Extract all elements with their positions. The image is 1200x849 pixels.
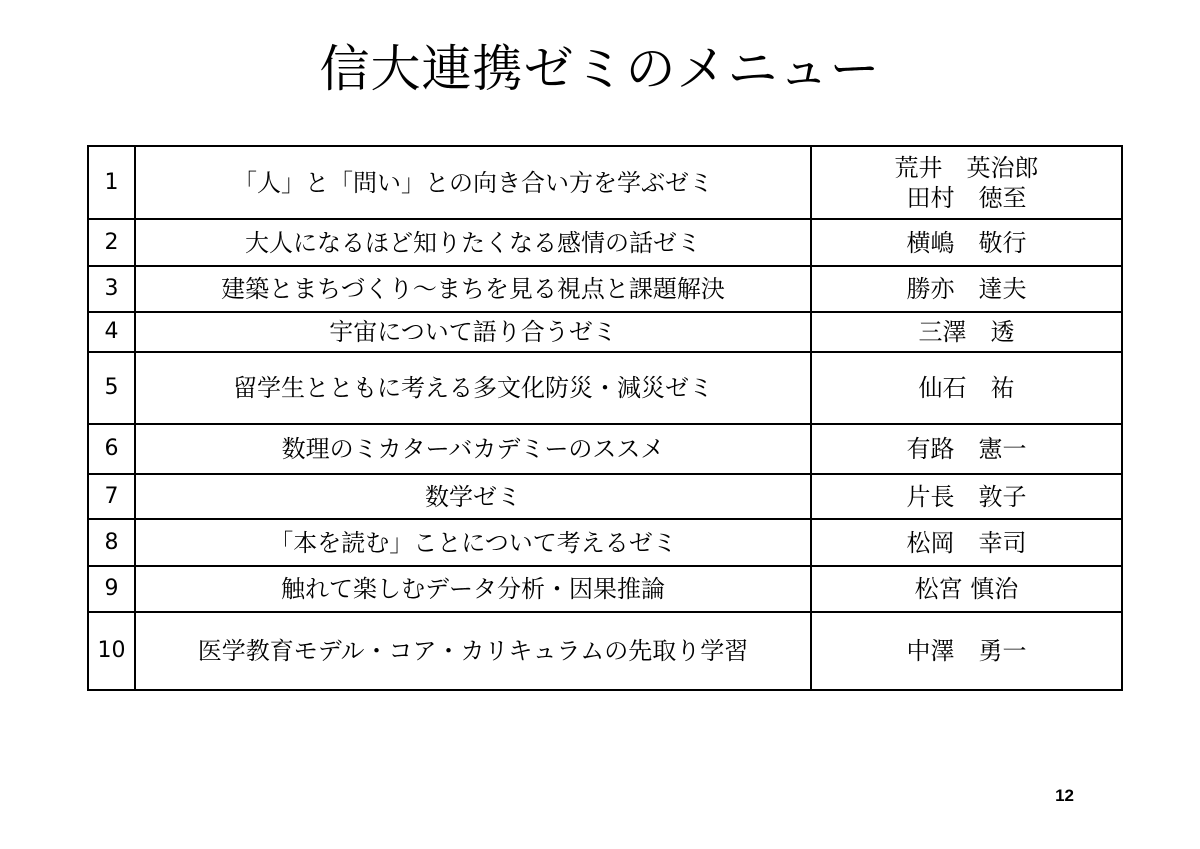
seminar-title: 建築とまちづくり～まちを見る視点と課題解決 [135,266,811,312]
table-row [88,146,1122,219]
lecturer-name: 片長 敦子 [906,482,1027,511]
row-number: 1 [88,146,135,219]
lecturer-cell [811,219,1122,266]
row-number: 8 [88,519,135,566]
lecturer-cell [811,146,1122,219]
lecturer-name: 松岡 幸司 [906,528,1027,557]
seminar-title: 「人」と「問い」との向き合い方を学ぶゼミ [135,146,811,219]
table-row [88,612,1122,690]
lecturer-cell [811,612,1122,690]
row-number: 10 [88,612,135,690]
slide-title: 信大連携ゼミのメニュー [319,40,881,98]
lecturer-name: 有路 憲一 [906,435,1027,463]
lecturer-name: 横嶋 敬行 [906,228,1027,257]
row-number: 7 [88,474,135,519]
table-row [88,519,1122,566]
lecturer-name: 松宮 慎治 [914,575,1019,603]
row-number: 2 [88,219,135,266]
lecturer-cell [811,424,1122,474]
seminar-title: 大人になるほど知りたくなる感情の話ゼミ [135,219,811,266]
row-number: 4 [88,312,135,352]
lecturer-name: 中澤 勇一 [906,637,1027,665]
lecturer-name: 三澤 透 [918,318,1015,346]
lecturer-name: 荒井 英治郎 [894,153,1039,182]
seminar-title: 触れて楽しむデータ分析・因果推論 [135,566,811,612]
seminar-title: 数理のミカターバカデミーのススメ [135,424,811,474]
lecturer-cell [811,566,1122,612]
table-row [88,312,1122,352]
lecturer-name: 勝亦 達夫 [906,275,1027,303]
seminar-title: 数学ゼミ [135,474,811,519]
seminar-title: 留学生とともに考える多文化防災・減災ゼミ [135,352,811,424]
lecturer-name: 田村 徳至 [906,183,1027,212]
table-row [88,566,1122,612]
row-number: 9 [88,566,135,612]
table-row [88,219,1122,266]
lecturer-name: 仙石 祐 [918,374,1015,402]
row-number: 3 [88,266,135,312]
table-row [88,474,1122,519]
table-row [88,266,1122,312]
lecturer-cell [811,474,1122,519]
lecturer-cell [811,266,1122,312]
page-number: 12 [1055,786,1074,805]
lecturer-cell [811,312,1122,352]
seminar-title: 宇宙について語り合うゼミ [135,312,811,352]
table-row [88,424,1122,474]
row-number: 6 [88,424,135,474]
lecturer-cell [811,352,1122,424]
seminar-menu-table [87,145,1123,691]
row-number: 5 [88,352,135,424]
seminar-title: 「本を読む」ことについて考えるゼミ [135,519,811,566]
table-row [88,352,1122,424]
seminar-title: 医学教育モデル・コア・カリキュラムの先取り学習 [135,612,811,690]
lecturer-cell [811,519,1122,566]
